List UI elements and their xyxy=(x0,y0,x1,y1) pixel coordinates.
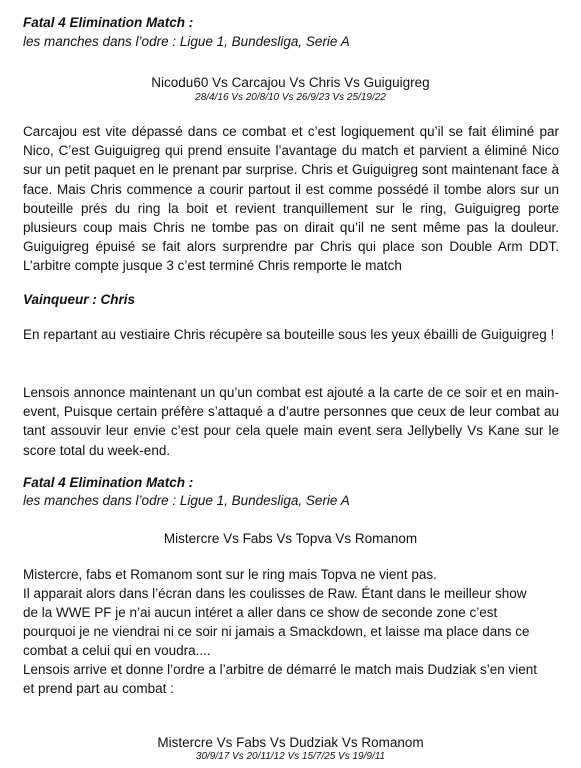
match-participants-3: Mistercre Vs Fabs Vs Dudziak Vs Romanom xyxy=(157,735,424,750)
match-recap-paragraph: Carcajou est vite dépassé dans ce combat et c’est logiquement qu’il se fait éliminé par Nico, C’est Guiguigreg qui prend ensuite l’avantage du match et parvient a éliminé Nico sur un petit paquet en le prenant par surprise. Chris et Guiguigreg sont maintenant face à face. Mais Chris commence a courir partout il est comme possédé il tombe alors sur un bouteille prés du ring la boit et revient tranquillement sur le ring, Guiguigreg porte plusieurs coup mais Chris ne tombe pas on dirait qu’il ne sent même pas la douleur. Guiguigreg épuisé se fait alors surprendre par Chris qui place son Double Arm DDT. L’arbitre compte jusque 3 c’est terminé Chris remporte le match xyxy=(23,124,559,274)
segment-line: et prend part au combat : xyxy=(23,681,174,696)
after-match-paragraph: En repartant au vestiaire Chris récupère sa bouteille sous les yeux ébailli de Guiguigreg ! xyxy=(23,327,555,342)
rounds-subheading-2: les manches dans l’odre : Ligue 1, Bundesliga, Serie A xyxy=(23,493,350,508)
segment-line: pourquoi je ne viendrai ni ce soir ni jamais a Smackdown, et laisse ma place dans ce xyxy=(23,624,530,639)
segment-line: Lensois arrive et donne l’ordre a l’arbitre de démarré le match mais Dudziak s’en vient xyxy=(23,662,537,677)
match-participants-1: Nicodu60 Vs Carcajou Vs Chris Vs Guiguigreg xyxy=(151,75,430,90)
match-dates-3: 30/9/17 Vs 20/11/12 Vs 15/7/25 Vs 19/9/11 xyxy=(195,751,386,762)
match-type-heading-2: Fatal 4 Elimination Match : xyxy=(23,475,194,490)
segment-paragraph xyxy=(23,565,563,698)
segment-line: Mistercre, fabs et Romanom sont sur le ring mais Topva ne vient pas. xyxy=(23,567,437,582)
match-dates-1: 28/4/16 Vs 20/8/10 Vs 26/9/23 Vs 25/19/22 xyxy=(195,92,386,103)
announcement-paragraph: Lensois annonce maintenant un qu’un combat est ajouté a la carte de ce soir et en main-event, Puisque certain préfère s’attaqué a d’autre personnes que ceux de leur combat au tant assouvir leur envie c’est pour cela quele main event sera Jellybelly Vs Kane sur le score total du week-end. xyxy=(23,385,559,458)
match-type-heading-1: Fatal 4 Elimination Match : xyxy=(23,15,194,30)
rounds-subheading-1: les manches dans l’odre : Ligue 1, Bundesliga, Serie A xyxy=(23,34,350,49)
segment-line: de la WWE PF je n’ai aucun intéret a aller dans ce show de seconde zone c’est xyxy=(23,605,498,620)
segment-line: combat a celui qui en voudra.... xyxy=(23,643,211,658)
match-participants-2: Mistercre Vs Fabs Vs Topva Vs Romanom xyxy=(163,531,418,546)
segment-line: Il apparait alors dans l’écran dans les coulisses de Raw. Étant dans le meilleur show xyxy=(23,586,527,601)
winner-line: Vainqueur : Chris xyxy=(23,292,136,307)
